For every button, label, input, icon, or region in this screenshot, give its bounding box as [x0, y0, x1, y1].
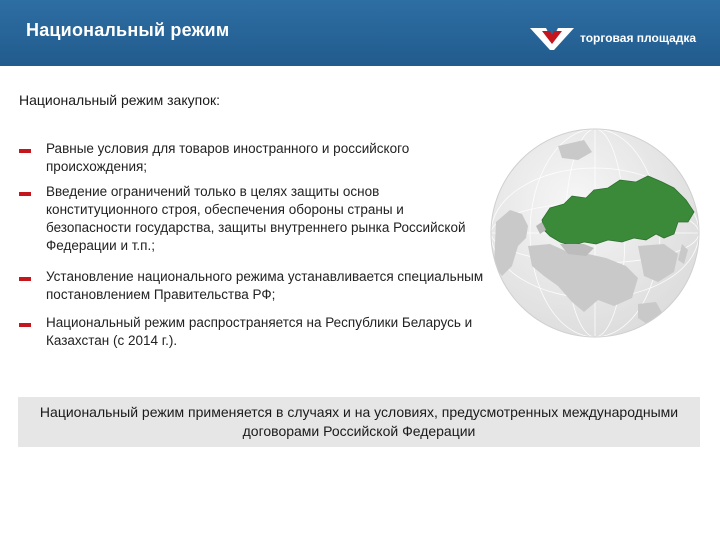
list-item	[19, 140, 489, 176]
header-bar	[0, 0, 720, 66]
list-item-text: Введение ограничений только в целях защиты основ конституционного строя, обеспечения обороны страны и безопасности государства, защиты внутреннего рынка Российской Федерации и т.п.;	[46, 184, 466, 253]
list-item	[19, 183, 489, 255]
list-item-text: Установление национального режима устанавливается специальным постановлением Правительства РФ;	[46, 269, 484, 302]
note-text: Национальный режим применяется в случаях и на условиях, предусмотренных международными договорами Российской Федерации	[39, 404, 679, 439]
bullet-marker-icon	[19, 192, 31, 196]
winged-arrow-logo-icon	[528, 24, 576, 52]
bullet-marker-icon	[19, 149, 31, 153]
logo-text: торговая площадка	[580, 31, 697, 45]
list-item	[19, 314, 489, 350]
section-title: Национальный режим закупок:	[19, 92, 220, 108]
list-item-text: Национальный режим распространяется на Республики Беларусь и Казахстан (с 2014 г.).	[46, 315, 473, 348]
page-title: Национальный режим	[26, 20, 230, 40]
note-box	[18, 397, 700, 447]
bullet-marker-icon	[19, 323, 31, 327]
list-item	[19, 268, 489, 304]
bullet-marker-icon	[19, 277, 31, 281]
list-item-text: Равные условия для товаров иностранного и российского происхождения;	[46, 141, 410, 174]
logo	[528, 24, 708, 52]
globe-map-russia-highlighted-icon	[488, 126, 702, 340]
